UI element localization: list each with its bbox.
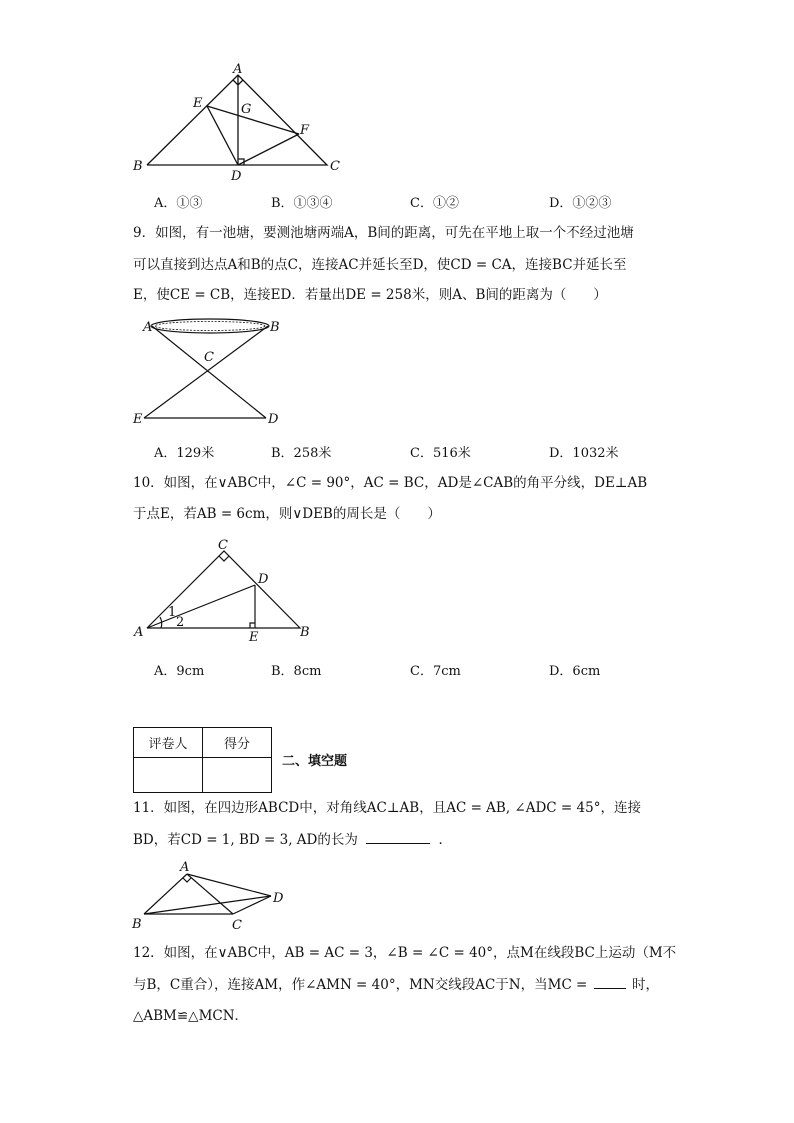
q10-line-1: 10．如图，在∨ABC中，∠C = 90°，AC = BC，AD是∠CAB的角平分线，DE⊥AB [133,475,648,491]
q10-option-b[interactable]: B．8cm [271,664,322,679]
q10-line-2: 于点E，若AB = 6cm，则∨DEB的周长是（ ） [133,506,441,522]
q11-line-2 [133,827,452,853]
fig8-label-f: F [300,123,310,138]
segment-ed [207,106,238,165]
q12-line-1: 12．如图，在∨ABC中，AB = AC = 3，∠B = ∠C = 40°，点M在线段BC上运动（M不 [133,945,677,961]
fig10-label-c: C [218,538,228,553]
q9-option-a[interactable]: A．129米 [154,446,215,461]
q9-line-1: 9．如图，有一池塘，要测池塘两端A，B间的距离，可先在平地上取一个不经过池塘 [133,225,634,241]
section-title: 二、填空题 [282,754,348,769]
fig10-label-d: D [258,572,269,587]
q9-option-b[interactable]: B．258米 [271,446,332,461]
figure-q10 [130,534,320,644]
fig11-label-c: C [232,918,242,932]
fig9-label-b: B [270,320,280,335]
fig8-label-g: G [241,102,252,117]
q10-option-d[interactable]: D．6cm [549,664,601,679]
pond-hatching [155,322,265,331]
q10-option-c[interactable]: C．7cm [410,664,461,679]
fig11-label-a: A [180,860,190,875]
q12-answer-blank[interactable] [594,988,626,989]
score-header-grader: 评卷人 [134,728,203,758]
fig11-label-d: D [273,891,284,906]
q11-answer-blank[interactable] [366,843,430,844]
right-angle-c-10 [219,556,229,561]
fig10-label-2: 2 [176,615,185,630]
fig11-label-b: B [132,917,142,932]
q12-line-2-end: 时， [631,977,659,993]
fig9-label-d: D [268,412,279,427]
fig10-label-a: A [134,625,144,640]
score-table [133,727,272,793]
fig9-label-c: C [204,350,214,365]
q11-line-2-text: BD，若CD = 1, BD = 3, AD的长为 [133,832,358,848]
pond-ellipse [151,319,269,333]
right-angle-e-10 [250,623,255,628]
q8-option-d[interactable]: D．①②③ [549,196,612,211]
q9-option-d[interactable]: D．1032米 [549,446,619,461]
q12-line-2 [133,972,659,998]
q9-line-3: E，使CE = CB，连接ED．若量出DE = 258米，则A、B间的距离为（ ） [133,287,607,303]
q9-option-c[interactable]: C．516米 [410,446,471,461]
segment-ad-10 [147,585,255,628]
fig8-label-a: A [233,62,243,77]
fig10-label-b: B [300,625,310,640]
figure-q9 [130,308,290,430]
q11-line-1: 11．如图，在四边形ABCD中，对角线AC⊥AB，且AC = AB, ∠ADC = 45°，连接 [133,800,641,816]
fig8-label-c: C [330,159,340,174]
segment-ab-11 [144,874,187,914]
score-header-score: 得分 [203,728,272,758]
score-cell-grader[interactable] [134,758,203,793]
fig8-label-e: E [193,96,203,111]
fig9-label-a: A [143,320,153,335]
fig8-label-d: D [231,169,242,184]
figure-q11 [128,856,293,932]
score-cell-score[interactable] [203,758,272,793]
segment-df [238,134,299,165]
fig9-label-e: E [133,412,143,427]
segment-ef [207,106,299,134]
q8-option-a[interactable]: A．①③ [154,196,203,211]
fig8-label-b: B [133,159,143,174]
figure-q8 [128,58,348,186]
q8-option-b[interactable]: B．①③④ [271,196,333,211]
q10-option-a[interactable]: A．9cm [154,664,205,679]
fig10-label-e: E [249,630,259,644]
q8-option-c[interactable]: C．①② [410,196,459,211]
q11-line-2-end: ． [438,832,452,848]
right-angle-a-11 [183,878,191,882]
q9-line-2: 可以直接到达点A和B的点C，连接AC并延长至D，使CD = CA，连接BC并延长至 [133,257,627,273]
triangle-abc [147,75,327,165]
q12-line-3: △ABM≌△MCN． [133,1008,249,1024]
fig10-label-1: 1 [168,605,177,620]
q12-line-2-text: 与B，C重合），连接AM，作∠AMN = 40°，MN交线段AC于N，当MC = [133,977,588,993]
